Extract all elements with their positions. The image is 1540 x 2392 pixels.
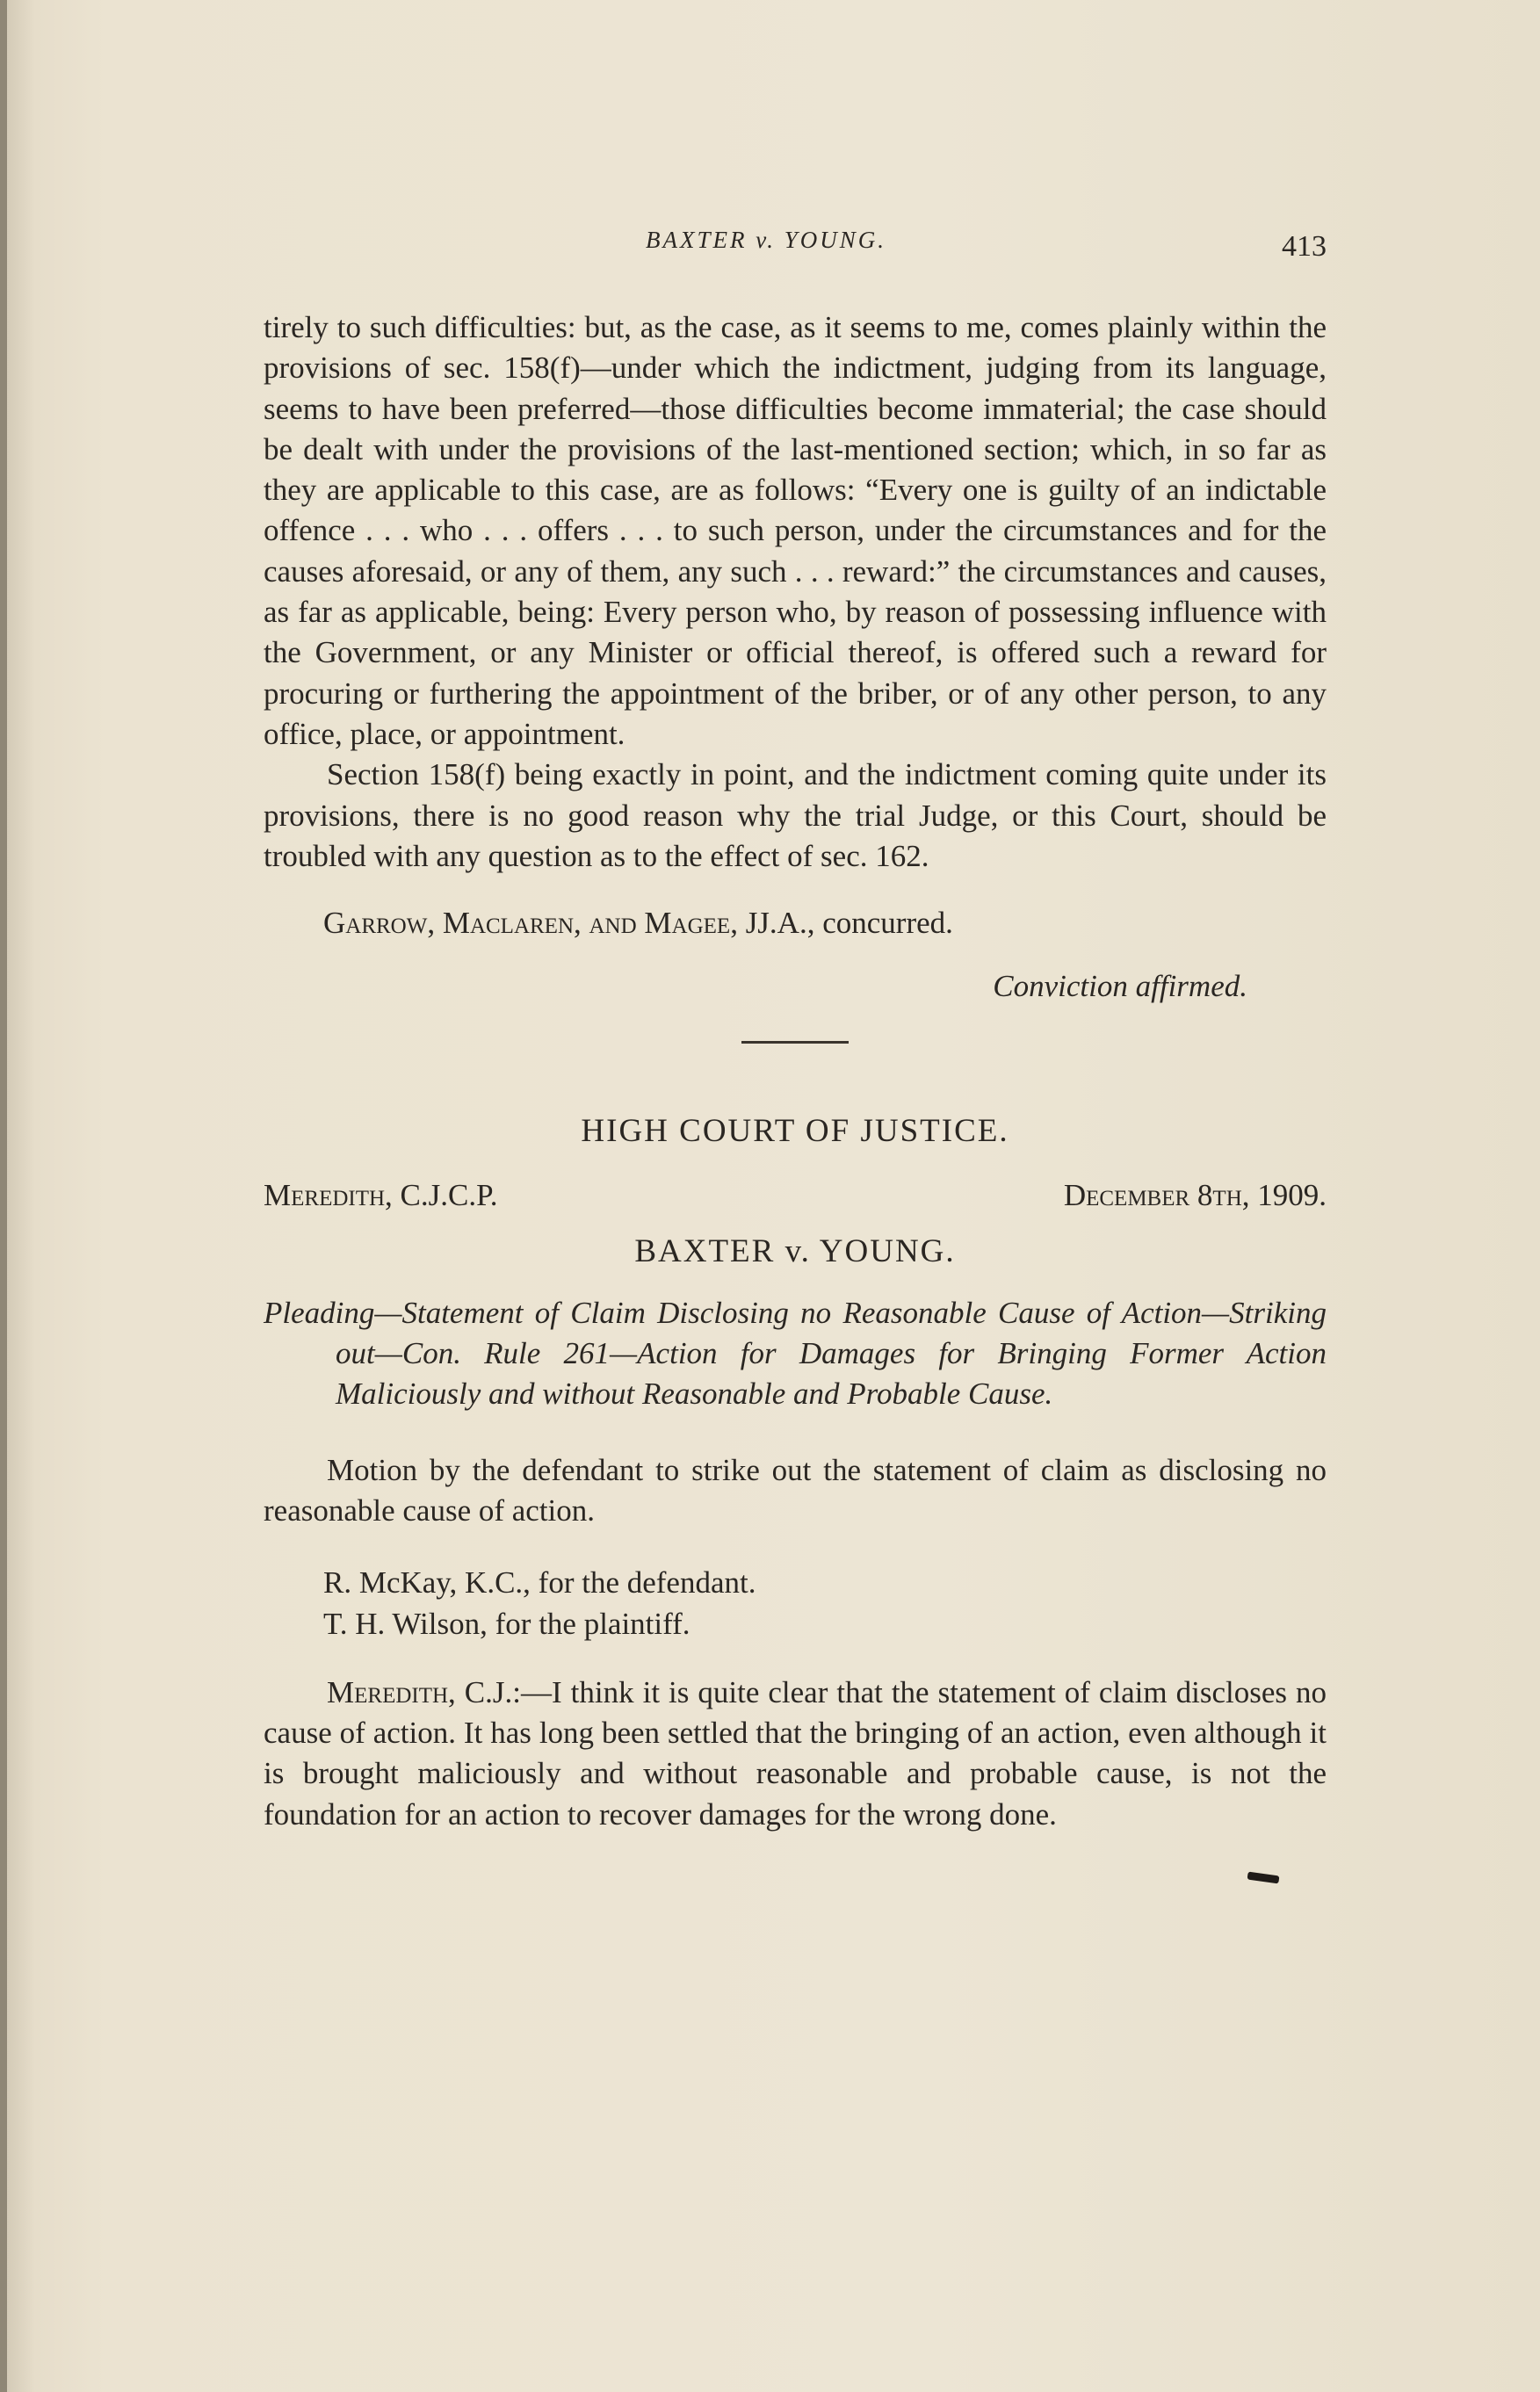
concurrence-line [264,903,1327,943]
judgment-paragraph [264,1673,1327,1835]
decision-date: December 8th, 1909. [1063,1177,1327,1212]
paragraph-continuation: tirely to such difficulties: but, as the case, as it seems to me, comes plainly within the provisions of sec. 158(f)—under which the indictment, judging from its language, seems to have been preferred—those difficulties become immaterial; the case should be dealt with under the provisions of the last-mentioned section; which, in so far as they are applicable to this case, are as follows: “Every one is guilty of an indictable offence . . . who . . . offers . . . to such person, under the circumstances and for the causes aforesaid, or any of them, any such . . . reward:” the circumstances and causes, as far as applicable, being: Every person who, by reason of possessing influence with the Government, or any Minister or official thereof, is offered such a reward for procuring or furthering the appointment of the briber, or of any other person, to any office, place, or appointment. [264,310,1327,751]
motion-paragraph: Motion by the defendant to strike out the statement of claim as disclosing no reasonable cause of action. [264,1452,1327,1528]
page-body [264,307,1327,1835]
judge-date-line [264,1178,1327,1213]
running-head [264,227,1327,271]
case-title: BAXTER v. YOUNG. [634,1232,956,1269]
counsel-defendant: R. McKay, K.C., for the defendant. [323,1565,756,1601]
case-result: Conviction affirmed. [993,969,1247,1004]
paragraph-section-158: Section 158(f) being exactly in point, and the indictment coming quite under its provisions, there is no good reason why the trial Judge, or this Court, should be troubled with any question as to the effect of sec. 162. [264,757,1327,873]
running-head-title: BAXTER v. YOUNG. [646,227,886,253]
page-spine-shadow [0,0,7,2392]
judgment-judge: Meredith, C.J. [327,1674,513,1709]
page-number: 413 [1282,230,1327,263]
headnote: Pleading—Statement of Claim Disclosing no Reasonable Cause of Action—Striking out—Con. Rule 261—Action for Damages for Bringing Former Action Maliciously and without Reasonable and Probable Cause. [264,1295,1327,1412]
section-divider [741,1041,849,1044]
concurring-judges: Garrow, Maclaren, and Magee, JJ.A. [323,906,807,941]
presiding-judge: Meredith, C.J.C.P. [264,1177,498,1212]
ink-blot [1247,1872,1280,1884]
counsel-plaintiff: T. H. Wilson, for the plaintiff. [323,1606,690,1641]
judgment-text: :—I think it is quite clear that the statement of claim discloses no cause of action. It has long been settled that the bringing of an action, even although it is brought maliciously and without reasonable and probable cause, is not the foundation for an action to recover damages for the wrong done. [264,1674,1327,1832]
concurrence-text: , concurred. [806,906,953,941]
court-heading: HIGH COURT OF JUSTICE. [581,1112,1009,1149]
